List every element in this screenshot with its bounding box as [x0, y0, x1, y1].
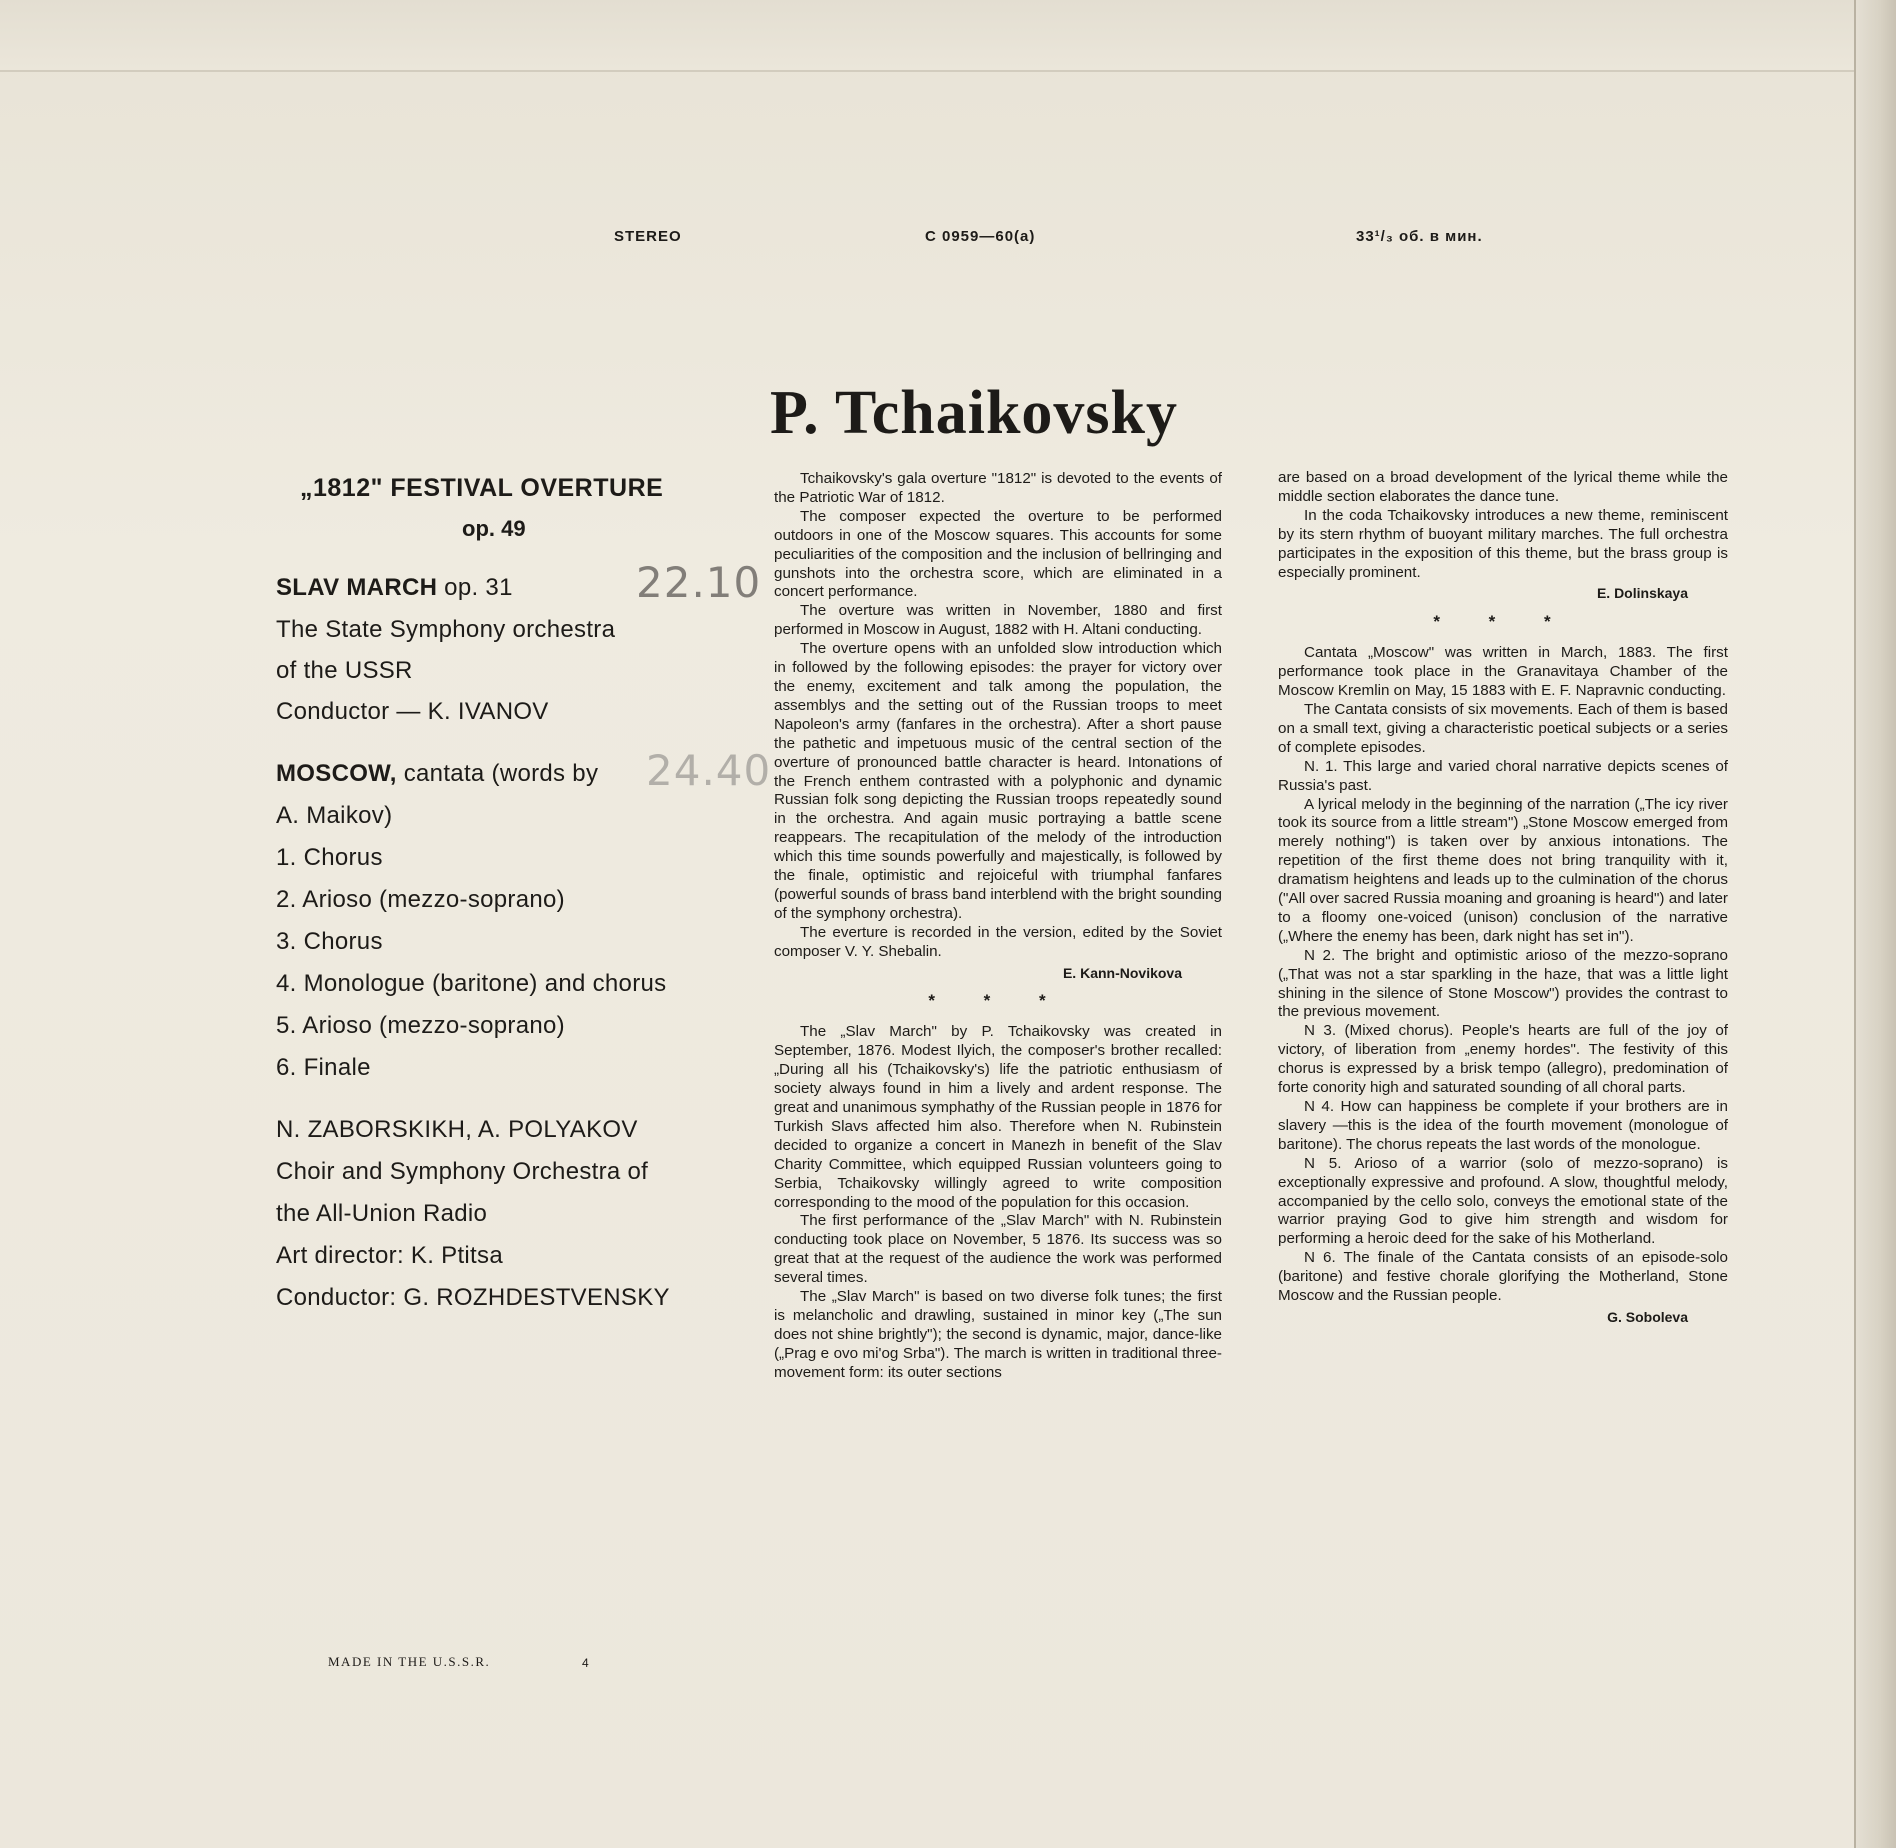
notes-paragraph: Tchaikovsky's gala overture "1812" is devoted to the events of the Patriotic War of 1812. [774, 470, 1222, 506]
notes-paragraph: The Cantata consists of six movements. Each of them is based on a small text, giving a characteristic poetical subjects or a series of complete episodes. [1278, 700, 1728, 756]
notes-paragraph: N 3. (Mixed chorus). People's hearts are full of the joy of victory, of liberation from „enemy hordes". The festivity of this chorus is expressed by a brisk tempo (allegro), predomination of forte conority high and saturated sounding of all choral parts. [1278, 1022, 1728, 1097]
notes-paragraph: The „Slav March" by P. Tchaikovsky was created in September, 1876. Modest Ilyich, the composer's brother recalled: „During all his (Tchaikovsky's) life the patriotic enthusiasm of society always found in him a lively and ardent response. The great and unanimous symphathy of the Russian people in 1876 for Turkish Slavs affected him also. Therefore when N. Rubinstein decided to organize a concert in Manezh in benefit of the Slav Charity Committee, which equipped Russian volunteers going to Serbia, Tchaikovsky willingly agreed to write composition corresponding to the mood of the population for this occasion. [774, 1023, 1222, 1211]
movement-item: 6. Finale [276, 1054, 371, 1081]
notes-paragraph: N 6. The finale of the Cantata consists of an episode-solo (baritone) and festive chorale glorifying the Motherland, Stone Moscow and the Russian people. [1278, 1249, 1728, 1305]
notes-column-right [1278, 469, 1728, 1329]
author-signature: E. Dolinskaya [1596, 585, 1688, 602]
notes-paragraph: The first performance of the „Slav March" with N. Rubinstein conducting took place on November, 5 1876. Its success was so great that at the request of the audience the work was performed several times. [774, 1212, 1222, 1287]
moscow-subtitle: cantata (words by [396, 760, 599, 787]
speed-label: 33¹/₃ об. в мин. [1356, 228, 1483, 245]
catalog-number: С 0959—60(а) [925, 228, 1036, 245]
sleeve-top-flap [0, 0, 1896, 72]
slav-march-opus: op. 31 [437, 574, 513, 601]
moscow-duration-stamp: 24.40 [646, 746, 772, 795]
notes-paragraph: The overture was written in November, 1880 and first performed in Moscow in August, 1882 with H. Altani conducting. [774, 602, 1222, 639]
slav-march-title: SLAV MARCH [276, 574, 438, 601]
slav-march-line [276, 574, 513, 602]
notes-paragraph: The overture opens with an unfolded slow introduction which in followed by the following episodes: the prayer for victory over the enemy, excitement and talk among the population, the assemblys and the setting out of the Russian troops to meet Napoleon's army (fanfares in the orchestra). After a short pause the pathetic and impetuous music of the central section of the overture of pronounced battle character is heard. Intonations of the French enthem contrasted with a polyphonic and dynamic Russian folk song depicting the Russian troops repeatedly sound in the orchestra. And again music portraying a battle scene reappears. The recapitulation of the melody of the introduction which this time sounds powerfully and majestically, is followed by the finale, optimistic and rejoiceful with triumphal fanfares (powerful sounds of brass band interblend with the bright sounding of the symphony orchestra). [774, 640, 1222, 922]
overture-title: „1812" FESTIVAL OVERTURE [300, 474, 664, 502]
page-title: P. Tchaikovsky [770, 379, 1179, 447]
choir-line-1: Choir and Symphony Orchestra of [276, 1158, 649, 1185]
art-director-line: Art director: K. Ptitsa [276, 1242, 503, 1269]
conductor-ivanov: Conductor — K. IVANOV [276, 698, 549, 725]
orchestra-line-2: of the USSR [276, 657, 413, 684]
section-divider: * * * [1433, 612, 1573, 632]
orchestra-line-1: The State Symphony orchestra [276, 616, 616, 643]
notes-paragraph: Cantata „Moscow" was written in March, 1883. The first performance took place in the Granavitaya Chamber of the Moscow Kremlin on May, 15 1883 with E. F. Napravnic conducting. [1278, 644, 1728, 700]
notes-paragraph: N 5. Arioso of a warrior (solo of mezzo-soprano) is exceptionally expressive and profound. A slow, thoughtful melody, accompanied by the cello solo, conveys the emotional state of the warrior praying God to give him strength and wisdom for performing a heroic deed for the sake of his Motherland. [1278, 1154, 1728, 1248]
notes-column-middle [774, 470, 1222, 1383]
lyricist-line: A. Maikov) [276, 802, 393, 829]
notes-paragraph: N 2. The bright and optimistic arioso of the mezzo-soprano („That was not a star sparkling in the haze, that was a little light shining in the silence of Stone Moscow") provides the contrast to the previous movement. [1278, 946, 1728, 1021]
soloists-line: N. ZABORSKIKH, A. POLYAKOV [276, 1116, 638, 1143]
moscow-line [276, 760, 598, 788]
notes-paragraph: The composer expected the overture to be performed outdoors in one of the Moscow squares. This accounts for some peculiarities of the composition and the inclusion of bellringing and gunshots into the orchestra score, which are eliminated in a concert performance. [774, 507, 1222, 601]
movement-item: 5. Arioso (mezzo-soprano) [276, 1012, 565, 1039]
conductor-rozhdestvensky: Conductor: G. ROZHDESTVENSKY [276, 1284, 670, 1311]
notes-paragraph: N. 1. This large and varied choral narrative depicts scenes of Russia's past. [1278, 757, 1728, 794]
made-in-label: MADE IN THE U.S.S.R. [328, 1654, 491, 1669]
notes-paragraph: In the coda Tchaikovsky introduces a new theme, reminiscent by its stern rhythm of buoyant military marches. The full orchestra participates in the exposition of this theme, but the brass group is especially prominent. [1278, 506, 1728, 581]
notes-paragraph: The „Slav March" is based on two diverse folk tunes; the first is melancholic and drawling, sustained in minor key („The sun does not shine brightly"); the second is dynamic, major, dance-like („Prag e ovo mi'og Srba"). The march is written in traditional three-movement form: its outer sections [774, 1288, 1222, 1381]
notes-paragraph: N 4. How can happiness be complete if your brothers are in slavery —this is the idea of the fourth movement (monologue of baritone). The chorus repeats the last words of the monologue. [1278, 1098, 1728, 1153]
author-signature: E. Kann-Novikova [1062, 964, 1182, 981]
notes-paragraph: are based on a broad development of the lyrical theme while the middle section elaborates the dance tune. [1278, 469, 1728, 505]
choir-line-2: the All-Union Radio [276, 1200, 488, 1227]
movement-item: 3. Chorus [276, 928, 383, 955]
section-divider: * * * [928, 991, 1068, 1011]
author-signature: G. Soboleva [1607, 1308, 1688, 1325]
movement-item: 4. Monologue (baritone) and chorus [276, 970, 667, 997]
movement-item: 2. Arioso (mezzo-soprano) [276, 886, 565, 913]
page-number: 4 [582, 1656, 589, 1670]
sleeve-right-edge [1854, 0, 1896, 1848]
overture-opus: op. 49 [462, 516, 526, 541]
notes-paragraph: A lyrical melody in the beginning of the narration („The icy river took its source from a little stream") „Stone Moscow emerged from merely nothing") is taken over by anxious intonations. The repetition of the first theme does not bring tranquility with it, dramatism heightens and leads up to the culmination of the chorus ("All over sacred Russia moaning and groaning is heard") and later to a floomy one-voiced (unison) conclusion of the narrative („Where the enemy has been, dark night has set in"). [1278, 795, 1728, 945]
slav-march-duration-stamp: 22.10 [636, 558, 762, 607]
notes-paragraph: The everture is recorded in the version, edited by the Soviet composer V. Y. Shebalin. [774, 923, 1222, 960]
stereo-label: STEREO [614, 228, 682, 245]
movement-item: 1. Chorus [276, 844, 383, 871]
moscow-title: MOSCOW, [276, 760, 397, 787]
